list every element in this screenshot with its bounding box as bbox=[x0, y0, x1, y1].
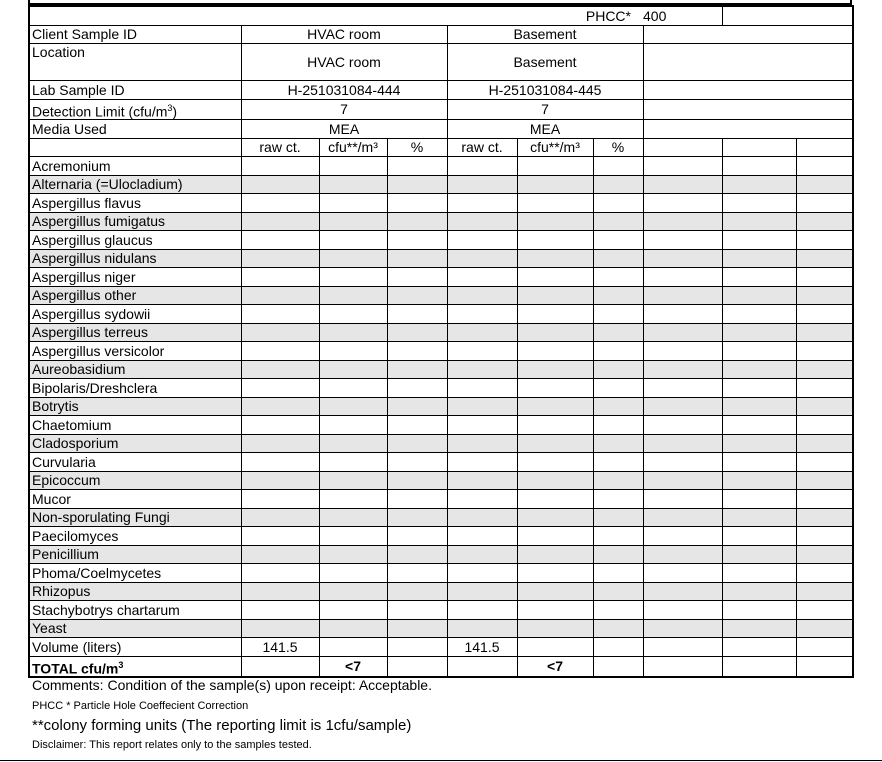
client-id-row bbox=[29, 25, 853, 44]
organism-row bbox=[29, 231, 853, 250]
lab-id-row bbox=[29, 81, 853, 100]
detection-limit-row bbox=[29, 99, 853, 120]
location-label: Location bbox=[29, 44, 241, 81]
client-id-2: Basement bbox=[447, 25, 643, 44]
organism-name: Cladosporium bbox=[29, 434, 241, 453]
media-2: MEA bbox=[447, 120, 643, 139]
volume-row bbox=[29, 638, 853, 657]
total-row bbox=[29, 656, 853, 677]
comments: Comments: Condition of the sample(s) upon receipt: Acceptable. bbox=[32, 677, 432, 693]
organism-row bbox=[29, 453, 853, 472]
organism-name: Alternaria (=Ulocladium) bbox=[29, 175, 241, 194]
volume-1: 141.5 bbox=[241, 638, 319, 657]
client-id-label: Client Sample ID bbox=[29, 25, 241, 44]
results-table bbox=[28, 5, 854, 678]
organism-name: Botrytis bbox=[29, 397, 241, 416]
organism-row bbox=[29, 157, 853, 176]
organism-name: Bipolaris/Dreshclera bbox=[29, 379, 241, 398]
detection-limit-label: Detection Limit $(cfu/m^3)$ bbox=[29, 99, 241, 120]
organism-row bbox=[29, 305, 853, 324]
organism-name: Curvularia bbox=[29, 453, 241, 472]
organism-row bbox=[29, 175, 853, 194]
cfu-note: **colony forming units (The reporting limit is 1cfu/sample) bbox=[32, 717, 412, 734]
organism-name: Aspergillus nidulans bbox=[29, 249, 241, 268]
organism-row bbox=[29, 360, 853, 379]
organism-row bbox=[29, 601, 853, 620]
client-id-1: HVAC room bbox=[241, 25, 447, 44]
total-1: <7 bbox=[319, 656, 387, 677]
organism-name: Paecilomyces bbox=[29, 527, 241, 546]
raw-count-header: raw ct. bbox=[241, 138, 319, 157]
organism-name: Chaetomium bbox=[29, 416, 241, 435]
organism-row bbox=[29, 268, 853, 287]
media-label: Media Used bbox=[29, 120, 241, 139]
organism-row bbox=[29, 508, 853, 527]
organism-row bbox=[29, 564, 853, 583]
volume-label: Volume (liters) bbox=[29, 638, 241, 657]
media-1: MEA bbox=[241, 120, 447, 139]
lab-id-1: H-251031084-444 bbox=[241, 81, 447, 100]
organism-name: Aspergillus niger bbox=[29, 268, 241, 287]
lab-id-label: Lab Sample ID bbox=[29, 81, 241, 100]
location-1: HVAC room bbox=[241, 44, 447, 81]
organism-name: Mucor bbox=[29, 490, 241, 509]
organism-row bbox=[29, 490, 853, 509]
location-2: Basement bbox=[447, 44, 643, 81]
cfu-header: cfu**/m³ bbox=[319, 138, 387, 157]
disclaimer: Disclaimer: This report relates only to the samples tested. bbox=[32, 739, 312, 751]
organism-name: Epicoccum bbox=[29, 471, 241, 490]
phcc-row bbox=[29, 6, 853, 25]
total-2: <7 bbox=[517, 656, 593, 677]
lab-id-2: H-251031084-445 bbox=[447, 81, 643, 100]
organism-row bbox=[29, 527, 853, 546]
organism-row bbox=[29, 323, 853, 342]
organism-row bbox=[29, 545, 853, 564]
phcc-label: PHCC* bbox=[517, 6, 643, 25]
organism-name: Stachybotrys chartarum bbox=[29, 601, 241, 620]
organism-row bbox=[29, 471, 853, 490]
organism-row bbox=[29, 379, 853, 398]
percent-header: % bbox=[593, 138, 643, 157]
organism-row bbox=[29, 194, 853, 213]
organism-row bbox=[29, 619, 853, 638]
organism-row bbox=[29, 397, 853, 416]
organism-name: Aspergillus glaucus bbox=[29, 231, 241, 250]
organism-row bbox=[29, 434, 853, 453]
organism-name: Non-sporulating Fungi bbox=[29, 508, 241, 527]
total-label: TOTAL cfu/$m^3$ bbox=[29, 656, 241, 677]
cfu-header: cfu**/m³ bbox=[517, 138, 593, 157]
phcc-note: PHCC * Particle Hole Coeffecient Correction bbox=[32, 700, 249, 712]
organism-name: Penicillium bbox=[29, 545, 241, 564]
volume-2: 141.5 bbox=[447, 638, 517, 657]
phcc-value: 400 bbox=[643, 6, 722, 25]
organism-name: Aspergillus flavus bbox=[29, 194, 241, 213]
organism-name: Aspergillus terreus bbox=[29, 323, 241, 342]
organism-row bbox=[29, 286, 853, 305]
organism-name: Aspergillus other bbox=[29, 286, 241, 305]
detection-limit-1: 7 bbox=[241, 99, 447, 120]
detection-limit-2: 7 bbox=[447, 99, 643, 120]
organism-row bbox=[29, 212, 853, 231]
organism-name: Acremonium bbox=[29, 157, 241, 176]
organism-name: Aureobasidium bbox=[29, 360, 241, 379]
organism-name: Yeast bbox=[29, 619, 241, 638]
organism-row bbox=[29, 249, 853, 268]
organism-name: Rhizopus bbox=[29, 582, 241, 601]
organism-name: Aspergillus fumigatus bbox=[29, 212, 241, 231]
organism-name: Aspergillus sydowii bbox=[29, 305, 241, 324]
subheader-row bbox=[29, 138, 853, 157]
media-row bbox=[29, 120, 853, 139]
page-bottom-border bbox=[0, 760, 882, 761]
organism-name: Aspergillus versicolor bbox=[29, 342, 241, 361]
location-row bbox=[29, 44, 853, 81]
organism-row bbox=[29, 342, 853, 361]
organism-name: Phoma/Coelmycetes bbox=[29, 564, 241, 583]
organism-row bbox=[29, 416, 853, 435]
organism-row bbox=[29, 582, 853, 601]
percent-header: % bbox=[387, 138, 447, 157]
raw-count-header: raw ct. bbox=[447, 138, 517, 157]
